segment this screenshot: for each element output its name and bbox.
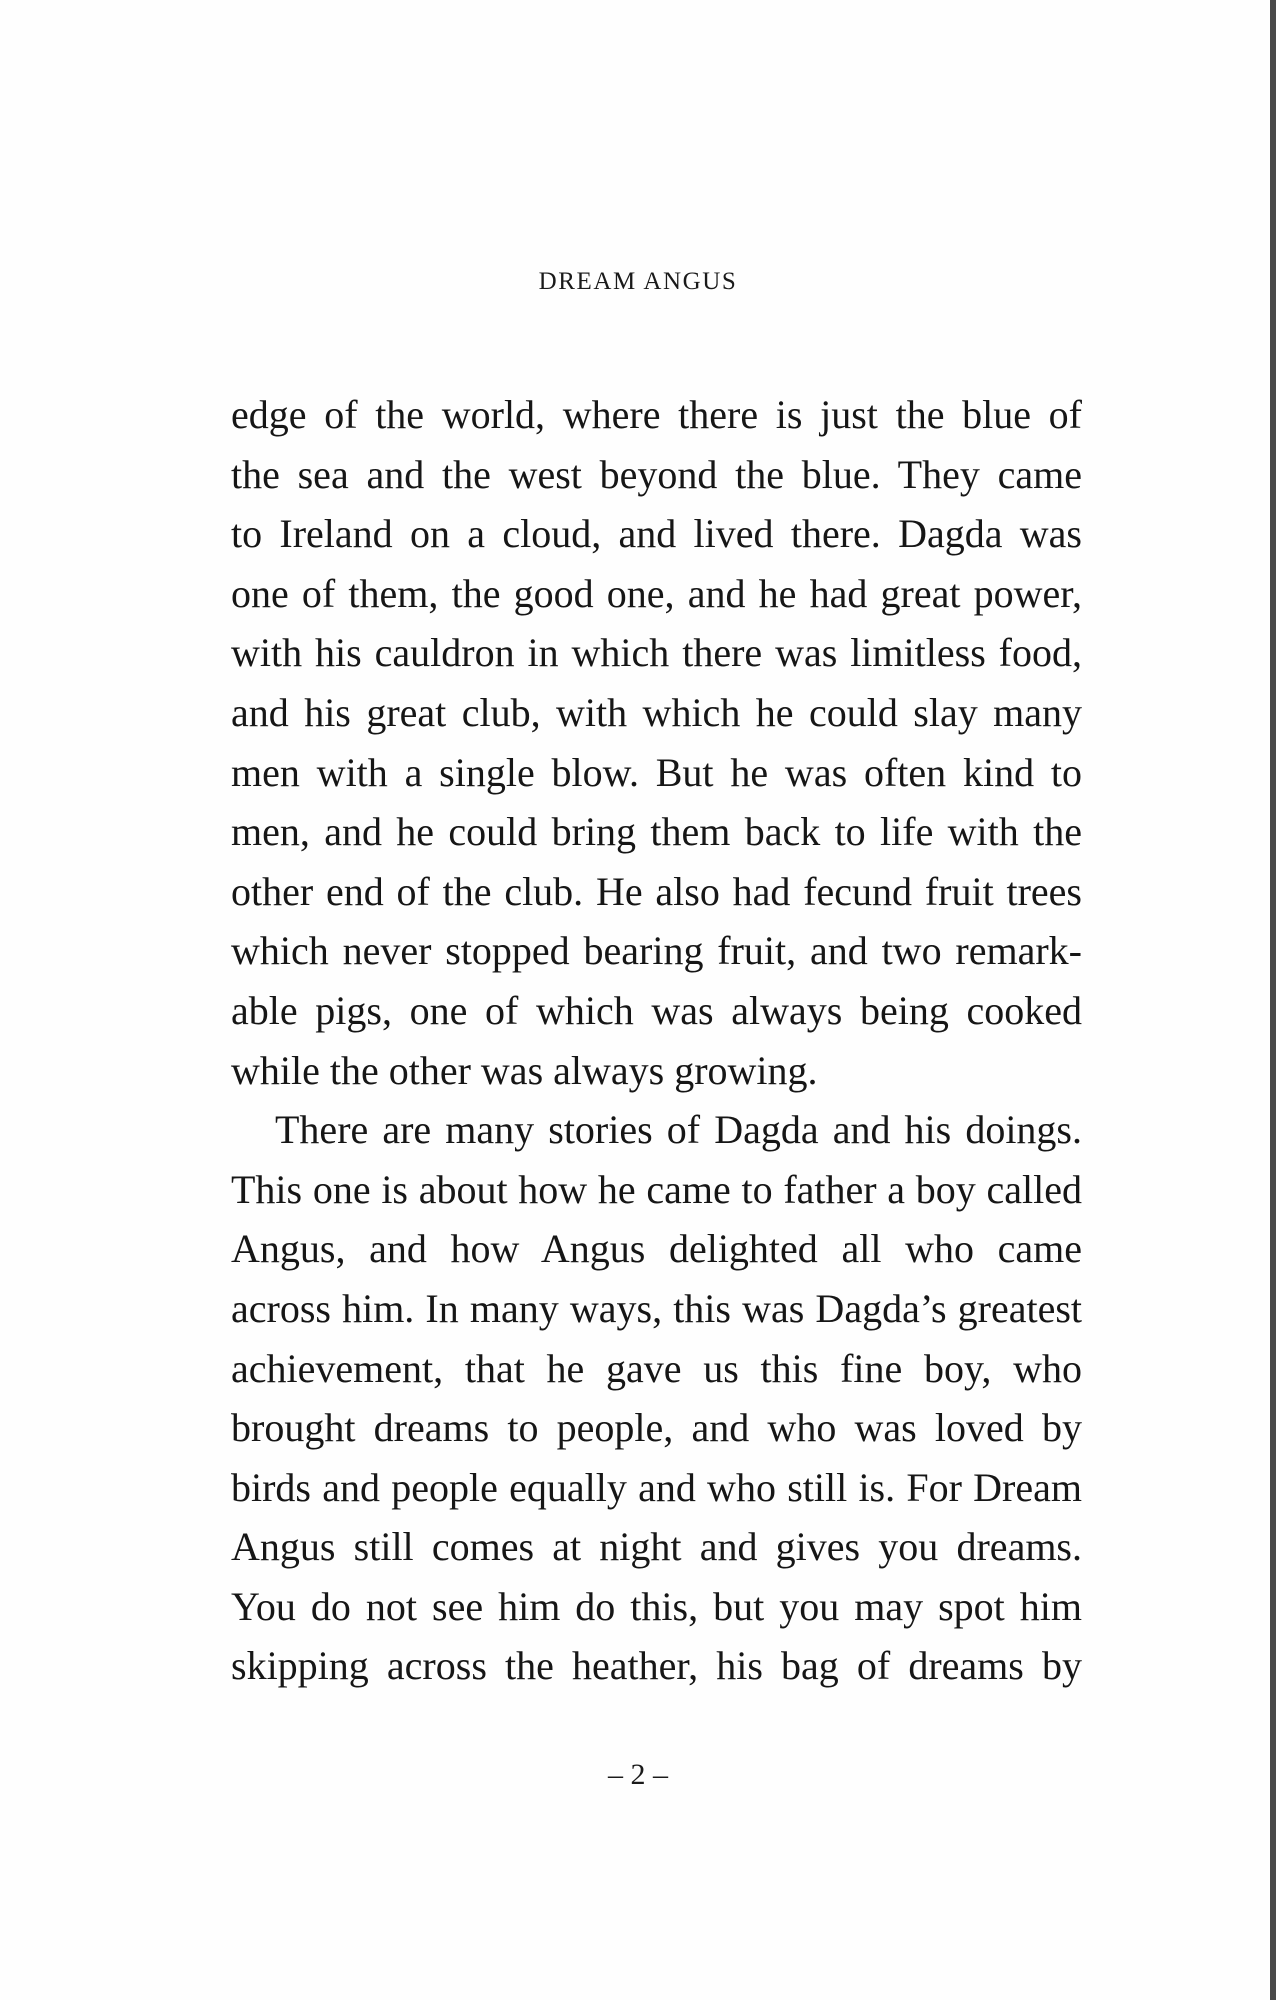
text-line: and his great club, with which he could slay many — [231, 689, 1082, 735]
page-edge-shadow — [1270, 0, 1276, 2000]
text-line: across him. In many ways, this was Dagda’s greatest — [231, 1285, 1082, 1331]
text-line: skipping across the heather, his bag of dreams by — [231, 1643, 1082, 1689]
text-line: brought dreams to people, and who was loved by — [231, 1405, 1082, 1451]
text-line: other end of the club. He also had fecund fruit trees — [231, 868, 1082, 914]
body-text — [231, 385, 1082, 1696]
text-line: Angus, and how Angus delighted all who came — [231, 1226, 1082, 1272]
text-line: This one is about how he came to father a boy called — [231, 1166, 1082, 1212]
text-line: to Ireland on a cloud, and lived there. Dagda was — [231, 511, 1082, 557]
text-line: birds and people equally and who still is. For Dream — [231, 1464, 1082, 1510]
page-number: – 2 – — [608, 1758, 668, 1791]
text-line: men with a single blow. But he was often kind to — [231, 749, 1082, 795]
text-line: the sea and the west beyond the blue. They came — [231, 451, 1082, 497]
text-line: while the other was always growing. — [231, 1047, 818, 1093]
running-head: DREAM ANGUS — [538, 268, 738, 295]
text-line: one of them, the good one, and he had great power, — [231, 570, 1082, 616]
text-line: Angus still comes at night and gives you dreams. — [231, 1524, 1082, 1570]
text-line: with his cauldron in which there was limitless food, — [231, 630, 1082, 676]
text-line: edge of the world, where there is just the blue of — [231, 392, 1082, 437]
text-line: which never stopped bearing fruit, and two remark- — [231, 928, 1082, 974]
text-line: You do not see him do this, but you may spot him — [231, 1583, 1082, 1629]
text-line: There are many stories of Dagda and his doings. — [275, 1107, 1082, 1153]
text-line: achievement, that he gave us this fine boy, who — [231, 1345, 1082, 1391]
text-line: men, and he could bring them back to life with the — [231, 809, 1082, 855]
text-line: able pigs, one of which was always being cooked — [231, 987, 1082, 1033]
